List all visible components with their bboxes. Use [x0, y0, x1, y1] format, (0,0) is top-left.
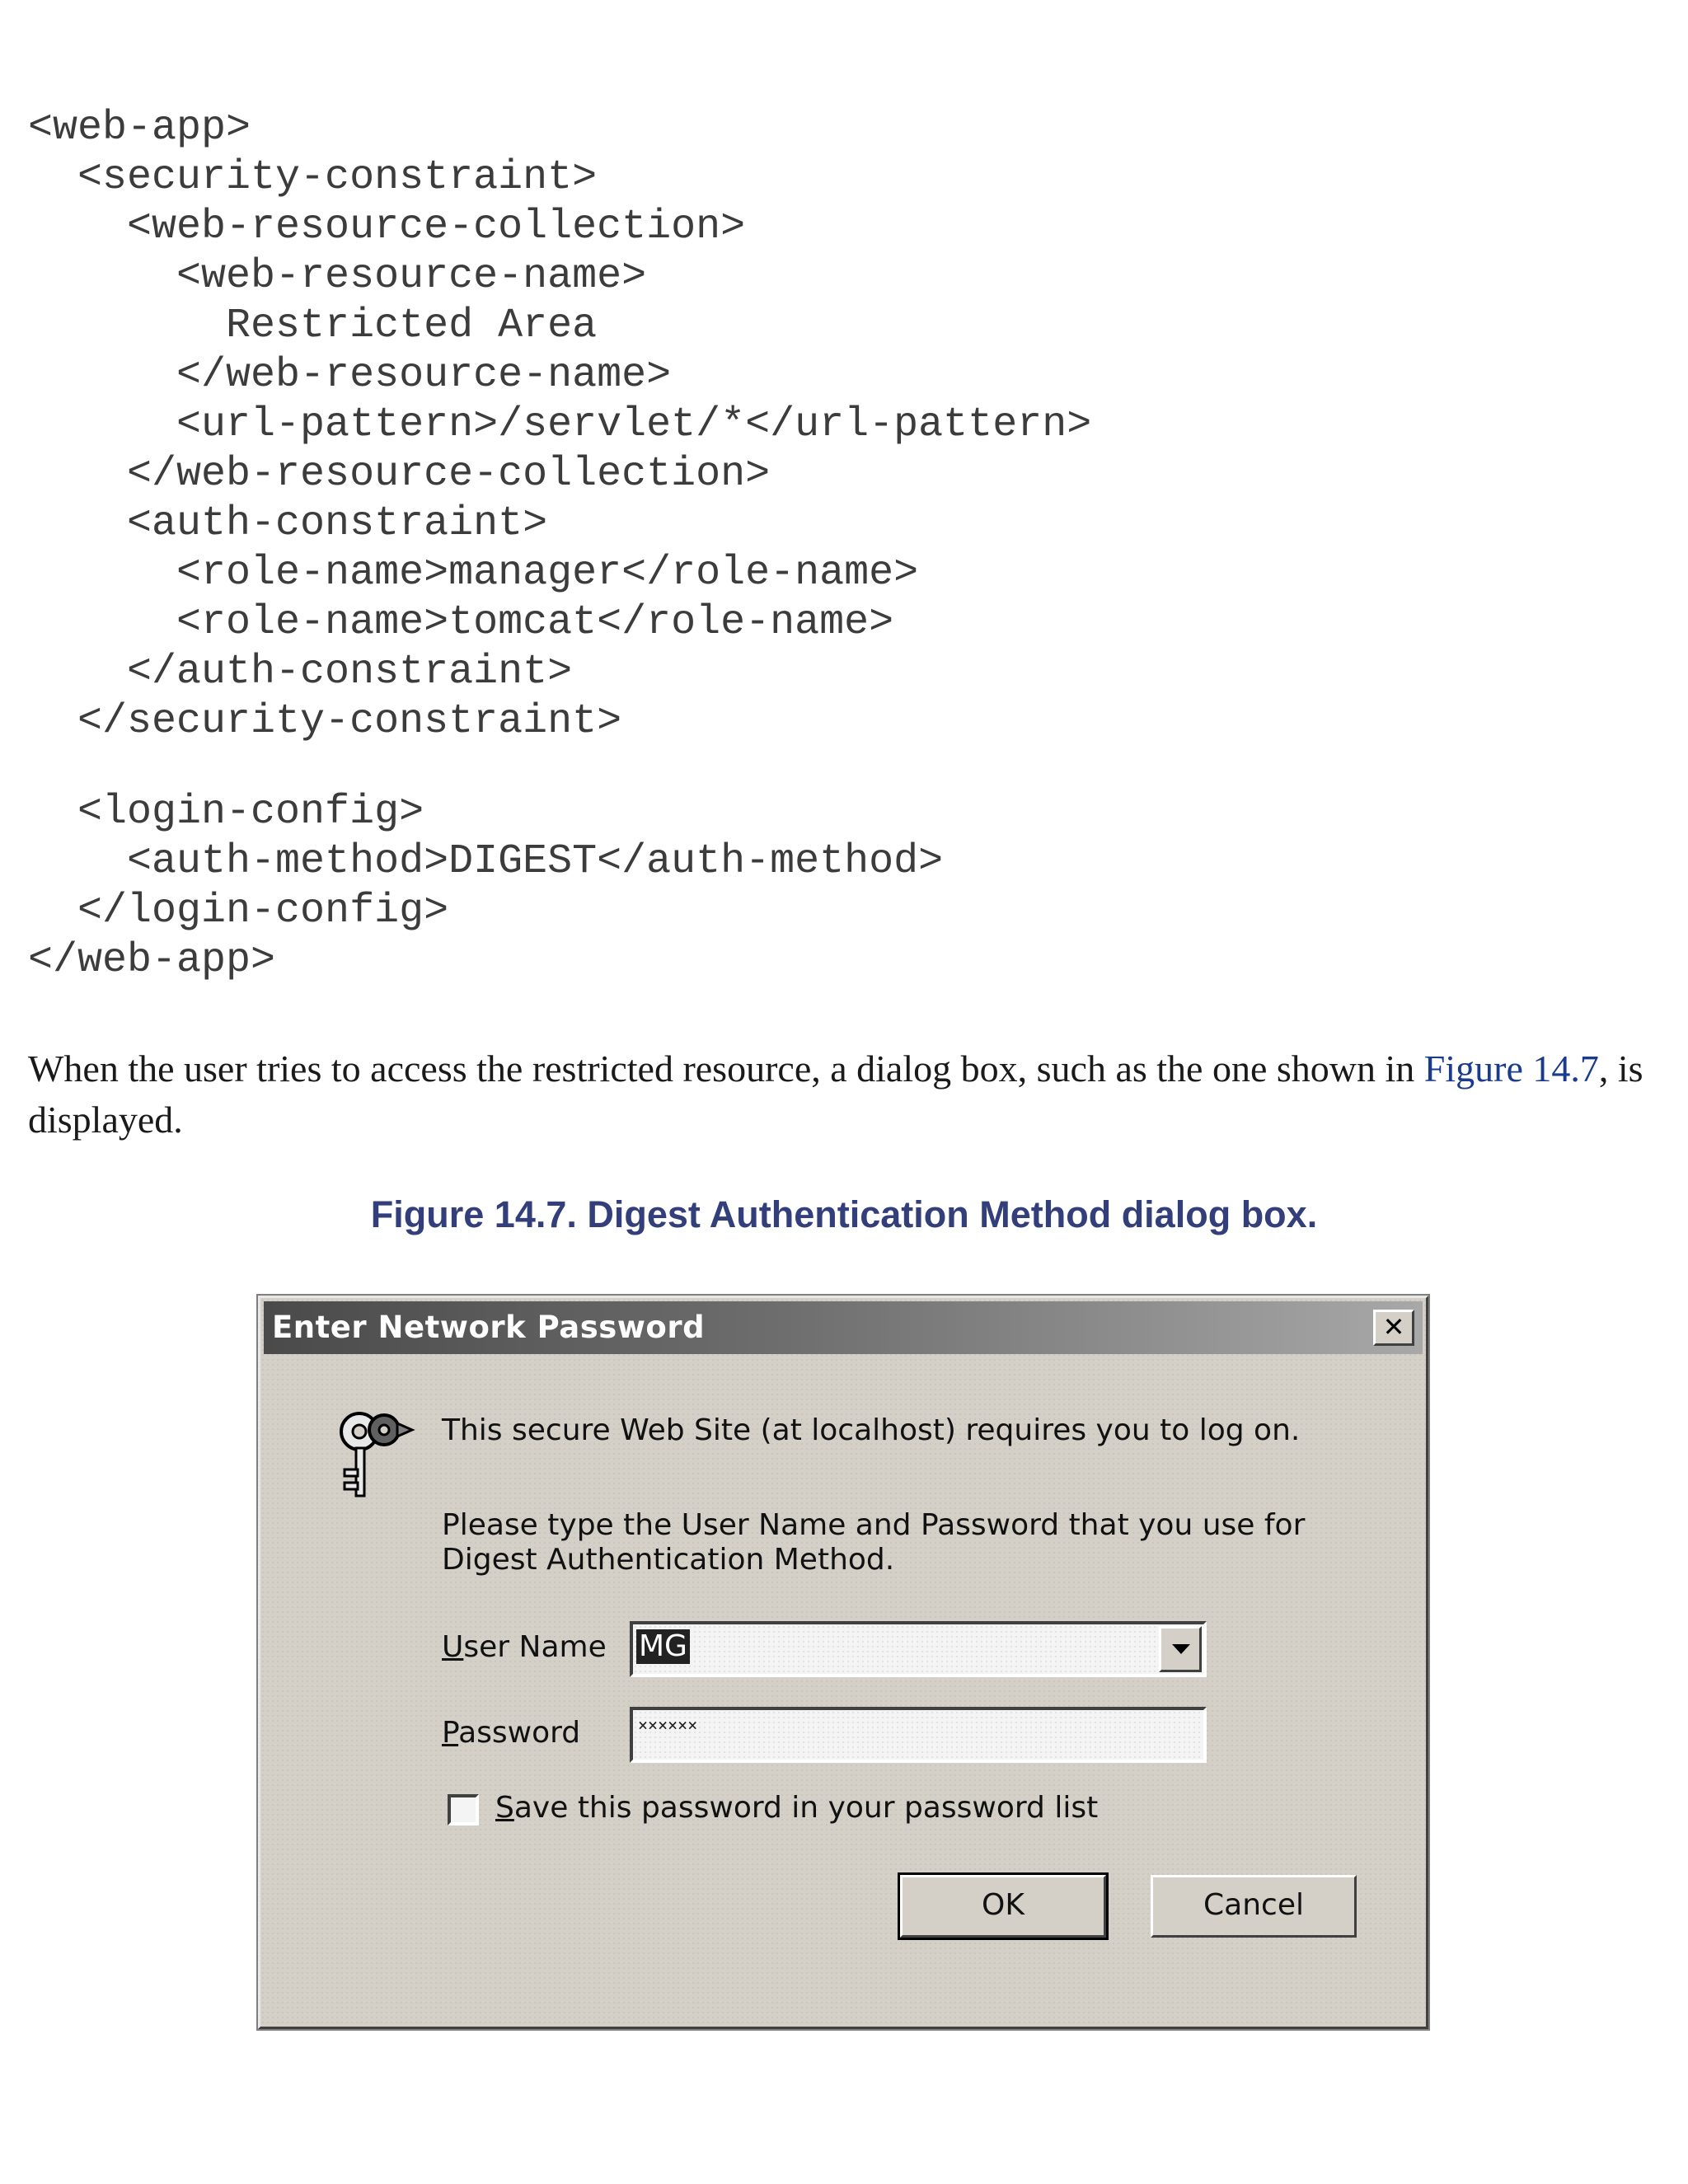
- user-name-label-text: ser Name: [463, 1630, 607, 1664]
- figure-caption: Figure 14.7. Digest Authentication Method dialog box.: [370, 1193, 1318, 1235]
- user-name-combobox[interactable]: [630, 1621, 1207, 1677]
- code-line: <auth-constraint>: [28, 500, 548, 547]
- code-line: <web-app>: [28, 105, 251, 152]
- chevron-down-icon[interactable]: [1159, 1626, 1202, 1672]
- close-button[interactable]: [1373, 1310, 1414, 1346]
- code-line: <login-config>: [28, 789, 424, 836]
- user-name-access-key: U: [442, 1630, 464, 1664]
- user-name-label: [442, 1630, 607, 1665]
- code-line: <web-resource-name>: [28, 253, 647, 300]
- code-line: </web-resource-collection>: [28, 451, 771, 498]
- code-line: </login-config>: [28, 888, 449, 935]
- save-access-key: S: [495, 1791, 514, 1825]
- body-paragraph: [28, 1043, 1652, 1146]
- code-blank-line: [28, 747, 1091, 788]
- code-line: <security-constraint>: [28, 154, 598, 201]
- password-label: [442, 1716, 580, 1750]
- save-password-label-text: ave this password in your password list: [513, 1791, 1099, 1825]
- cancel-button[interactable]: Cancel: [1151, 1875, 1357, 1938]
- dialog-titlebar[interactable]: [264, 1301, 1423, 1354]
- save-password-checkbox[interactable]: [448, 1794, 479, 1825]
- user-name-value[interactable]: MG: [636, 1629, 690, 1664]
- network-password-dialog: [258, 1296, 1428, 2029]
- paragraph-text-after: , is displayed.: [28, 1047, 1643, 1141]
- save-password-label[interactable]: [495, 1791, 1098, 1825]
- code-line: <web-resource-collection>: [28, 204, 746, 251]
- code-line: </web-resource-name>: [28, 352, 672, 399]
- password-label-text: assword: [458, 1716, 581, 1750]
- dialog-title: Enter Network Password: [272, 1310, 706, 1345]
- close-icon: ✕: [1382, 1311, 1405, 1343]
- code-line: </security-constraint>: [28, 698, 622, 745]
- ok-button[interactable]: OK: [900, 1875, 1106, 1938]
- instruction-message: Please type the User Name and Password that you use for Digest Authentication Method.: [442, 1508, 1306, 1577]
- logon-message: This secure Web Site (at localhost) requires you to log on.: [442, 1413, 1301, 1447]
- code-line: </web-app>: [28, 937, 276, 984]
- code-line: <auth-method>DIGEST</auth-method>: [28, 838, 944, 885]
- code-line: Restricted Area: [28, 302, 598, 349]
- figure-link[interactable]: Figure 14.7: [1423, 1047, 1599, 1090]
- code-line: <role-name>manager</role-name>: [28, 550, 919, 597]
- code-listing: [28, 104, 1091, 986]
- password-field[interactable]: ××××××: [630, 1707, 1207, 1763]
- paragraph-text-before: When the user tries to access the restricted resource, a dialog box, such as the one shown in: [28, 1047, 1424, 1090]
- code-line: <role-name>tomcat</role-name>: [28, 599, 894, 646]
- code-line: <url-pattern>/servlet/*</url-pattern>: [28, 401, 1092, 448]
- code-line: </auth-constraint>: [28, 649, 573, 696]
- password-access-key: P: [442, 1716, 459, 1750]
- keys-icon: [326, 1405, 417, 1504]
